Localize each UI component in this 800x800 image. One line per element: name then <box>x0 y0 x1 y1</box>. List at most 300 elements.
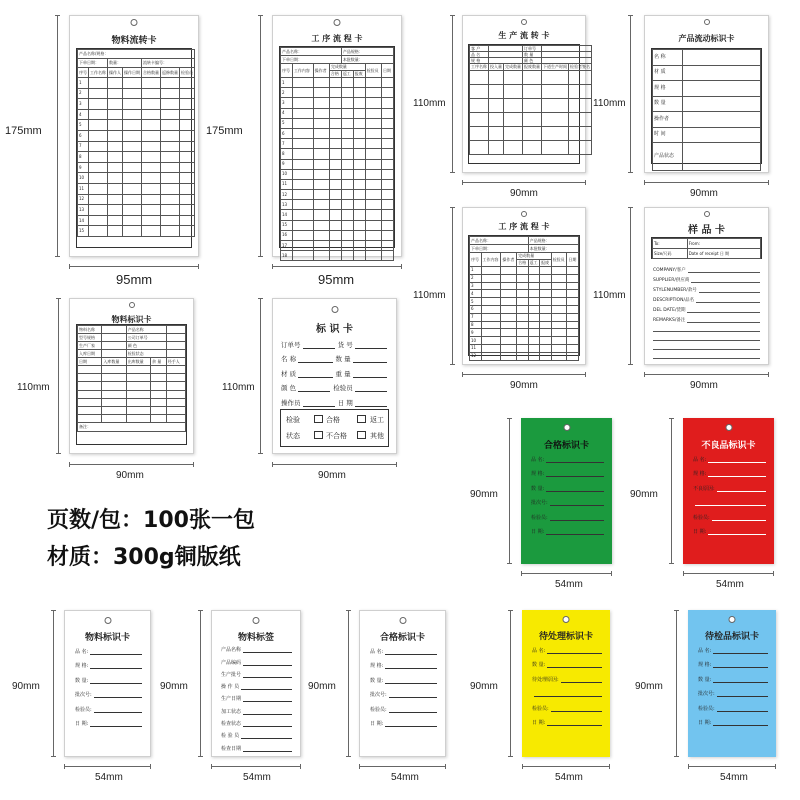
table-cell <box>313 118 329 128</box>
table-cell <box>341 230 353 240</box>
table-cell <box>567 305 579 313</box>
table-row <box>470 245 579 253</box>
table-cell <box>542 71 569 85</box>
table-row <box>281 220 394 230</box>
table-cell: 6 <box>78 130 89 141</box>
card-process-flow <box>272 15 402 257</box>
table-cell <box>78 366 102 374</box>
table-cell <box>123 152 142 163</box>
card-material-flow <box>69 15 199 257</box>
table-cell <box>504 113 523 127</box>
table-cell <box>161 99 180 110</box>
to-label: To: <box>653 239 688 249</box>
field-label: 日 期: <box>693 529 707 535</box>
table-cell <box>381 78 393 88</box>
card-pass-white <box>359 610 446 757</box>
hang-hole <box>704 19 710 25</box>
field-row <box>75 698 142 713</box>
field-row <box>370 698 437 713</box>
field-row <box>531 448 604 463</box>
height-dimension-line <box>671 418 676 564</box>
table-cell <box>89 183 108 194</box>
table-cell <box>180 109 195 120</box>
field-row <box>698 697 768 712</box>
table-cell: 完成数量 <box>517 253 552 260</box>
table-cell <box>329 190 341 200</box>
table-row <box>78 415 186 423</box>
table-cell <box>523 141 542 155</box>
ok-checkbox <box>314 415 323 423</box>
table-row <box>470 321 579 329</box>
table-cell <box>470 113 489 127</box>
table-cell <box>292 190 313 200</box>
field-line <box>241 730 292 739</box>
table-cell <box>292 149 313 159</box>
table-cell <box>341 98 353 108</box>
field-row <box>532 683 602 698</box>
width-dimension-line <box>462 182 586 187</box>
table-cell <box>481 344 501 352</box>
table-cell <box>517 290 529 298</box>
field-label: 颜 色 <box>281 384 297 392</box>
table-cell: 产品状态 <box>653 143 683 171</box>
table-row <box>281 210 394 220</box>
table-cell <box>381 230 393 240</box>
field-row <box>693 477 766 492</box>
width-label: 54mm <box>391 772 419 783</box>
height-label: 175mm <box>5 125 42 137</box>
table-cell <box>313 220 329 230</box>
card-sample <box>644 207 769 365</box>
width-label: 54mm <box>95 772 123 783</box>
table-cell <box>540 321 552 329</box>
field-label: 批次号: <box>698 691 715 697</box>
table-cell <box>329 139 341 149</box>
table-cell <box>365 179 381 189</box>
table-cell <box>542 99 569 113</box>
field-line <box>688 268 760 273</box>
height-label: 90mm <box>160 681 188 692</box>
table-cell: 产品规格： <box>528 237 578 245</box>
table-row <box>470 141 592 155</box>
table-cell: 数量： <box>108 59 142 68</box>
height-dimension-line <box>260 15 265 257</box>
table-cell <box>108 130 123 141</box>
table-cell <box>341 200 353 210</box>
table-cell <box>365 190 381 200</box>
label-row <box>281 378 390 393</box>
table-cell <box>142 130 161 141</box>
table-cell: 合格 <box>517 260 529 267</box>
table-cell <box>365 78 381 88</box>
table-cell <box>341 169 353 179</box>
field-label: 订单号 <box>281 340 301 349</box>
card-title: 样 品 卡 <box>688 225 725 236</box>
field-row <box>693 463 766 478</box>
table-cell <box>329 108 341 118</box>
table-cell: 下道生产时间 <box>543 64 567 69</box>
table-cell <box>542 141 569 155</box>
table-cell <box>180 194 195 205</box>
table-cell <box>123 120 142 131</box>
field-line <box>355 400 387 407</box>
table-cell <box>142 78 161 89</box>
table-cell <box>142 152 161 163</box>
field-row <box>75 669 142 684</box>
table-cell <box>481 321 501 329</box>
table-cell <box>142 162 161 173</box>
table-row <box>281 78 394 88</box>
table-cell <box>341 108 353 118</box>
field-line <box>298 371 332 378</box>
table-cell <box>126 415 150 423</box>
table-cell: 2 <box>78 88 89 99</box>
table-cell <box>313 190 329 200</box>
field-row <box>221 715 292 727</box>
field-label: 加工状态 <box>221 708 242 715</box>
sample-field <box>653 293 760 303</box>
field-label: 数 量: <box>532 662 546 668</box>
field-rows <box>531 448 604 535</box>
field-line <box>243 693 292 702</box>
field-label: STYLENUMBER/款号 <box>653 288 697 293</box>
field-line <box>90 675 142 684</box>
field-line <box>547 659 602 668</box>
table-cell <box>528 290 540 298</box>
table-cell <box>517 298 529 306</box>
card-material-id-tag <box>64 610 151 757</box>
table-cell: 报废 <box>353 71 365 78</box>
table-cell <box>569 71 592 85</box>
table-cell <box>108 88 123 99</box>
table-row <box>78 120 195 131</box>
field-line <box>243 644 292 653</box>
table-cell <box>166 342 185 350</box>
table-cell <box>161 152 180 163</box>
table-cell <box>381 241 393 251</box>
table-cell <box>313 88 329 98</box>
table-cell <box>353 108 365 118</box>
table-cell <box>567 267 579 275</box>
table-cell <box>481 352 501 360</box>
table-cell: 颜 色 <box>523 58 542 64</box>
table-cell: 3 <box>470 282 482 290</box>
table-cell <box>108 78 123 89</box>
table-cell <box>683 50 761 66</box>
blank-line <box>653 350 760 359</box>
field-row <box>75 640 142 655</box>
hang-hole <box>729 616 736 623</box>
table-cell: 16 <box>281 230 293 240</box>
table-cell <box>481 274 501 282</box>
table-row <box>281 200 394 210</box>
height-dimension-line <box>200 610 205 757</box>
field-label: 生产日期 <box>221 696 242 703</box>
table-cell <box>489 85 504 99</box>
table-cell: 产品名称： <box>281 48 342 56</box>
table-cell <box>102 366 126 374</box>
table-row <box>281 179 394 189</box>
table-cell <box>161 162 180 173</box>
table-cell <box>313 98 329 108</box>
table-cell <box>89 88 108 99</box>
table-cell <box>470 127 489 141</box>
hang-hole <box>331 306 338 313</box>
width-label: 54mm <box>555 579 583 590</box>
field-label: 材 质 <box>281 369 297 378</box>
table-cell <box>180 141 195 152</box>
field-line <box>385 660 437 669</box>
table-cell <box>381 98 393 108</box>
field-line <box>385 675 437 684</box>
table-row <box>470 267 579 275</box>
table-cell: 检验状态 <box>126 350 166 358</box>
table-cell <box>142 88 161 99</box>
table-cell <box>381 128 393 138</box>
table-cell <box>292 128 313 138</box>
table-row <box>653 112 761 128</box>
table-cell: 5 <box>78 120 89 131</box>
table-cell <box>470 141 489 155</box>
field-line <box>717 483 766 492</box>
table-cell <box>540 313 552 321</box>
height-dimension-line <box>452 207 457 365</box>
table-cell <box>102 398 126 406</box>
field-row <box>698 654 768 669</box>
table-cell <box>123 205 142 216</box>
table-cell: 1 <box>470 267 482 275</box>
table-cell <box>551 305 567 313</box>
table-cell: 规 格 <box>470 58 489 64</box>
table-cell <box>481 290 501 298</box>
table-cell: 投入量 <box>490 64 502 69</box>
card-title: 待检品标识卡 <box>704 632 759 642</box>
height-label: 110mm <box>17 382 50 393</box>
field-row <box>221 702 292 714</box>
table-row <box>653 143 761 171</box>
field-line <box>717 688 768 697</box>
card-material-label <box>211 610 301 757</box>
table-cell <box>353 179 365 189</box>
table-cell <box>313 230 329 240</box>
field-row <box>221 666 292 678</box>
table-cell: 3 <box>78 99 89 110</box>
field-label: 检验员: <box>532 705 549 712</box>
table-cell <box>166 406 185 414</box>
table-cell <box>166 390 185 398</box>
table-cell: 11 <box>470 344 482 352</box>
table-cell <box>123 78 142 89</box>
table-cell <box>540 329 552 337</box>
hang-hole <box>334 19 341 26</box>
rework-label: 返工 <box>370 416 384 424</box>
ok-label: 合格 <box>326 416 340 424</box>
table-row <box>78 99 195 110</box>
table-cell <box>329 230 341 240</box>
table-cell <box>292 210 313 220</box>
table-cell <box>78 415 102 423</box>
field-row <box>370 669 437 684</box>
table-row <box>78 382 186 390</box>
table-cell <box>481 282 501 290</box>
table-cell: 产品名称： <box>470 237 529 245</box>
table-cell <box>292 159 313 169</box>
table-cell: 2 <box>470 274 482 282</box>
table-cell <box>489 71 504 85</box>
card-title: 物料标识卡 <box>84 633 130 643</box>
sample-fields <box>653 263 760 359</box>
table-cell <box>108 162 123 173</box>
sample-field <box>653 303 760 313</box>
table-cell <box>381 139 393 149</box>
table-cell <box>313 78 329 88</box>
table-row <box>78 173 195 184</box>
table-cell <box>517 329 529 337</box>
table-cell <box>353 220 365 230</box>
table-cell <box>329 251 341 261</box>
table-cell <box>123 183 142 194</box>
field-label: 数 量: <box>370 677 384 684</box>
field-label: 数 量: <box>531 485 545 492</box>
table-row <box>470 237 579 245</box>
field-row <box>693 448 766 463</box>
hang-hole <box>131 19 138 26</box>
table-cell <box>365 159 381 169</box>
table-cell <box>540 267 552 275</box>
table-row <box>281 159 394 169</box>
table-cell <box>166 398 185 406</box>
table-row <box>78 358 186 366</box>
field-line <box>243 706 292 715</box>
field-line <box>546 454 604 463</box>
table-cell <box>180 152 195 163</box>
field-line <box>713 674 768 683</box>
table-row <box>78 398 186 406</box>
table-cell <box>180 183 195 194</box>
table-cell <box>329 88 341 98</box>
field-label: 品 名: <box>370 648 384 655</box>
table-cell <box>123 162 142 173</box>
table-row <box>281 64 394 71</box>
table-cell <box>102 326 126 334</box>
table-cell <box>353 118 365 128</box>
table-cell: 10 <box>78 173 89 184</box>
table-cell <box>78 374 102 382</box>
table-row <box>78 141 195 152</box>
field-label: 日 期: <box>531 529 545 535</box>
table-cell <box>89 162 108 173</box>
table-cell: 完成数量 <box>329 64 365 71</box>
hang-hole <box>704 211 710 217</box>
table-cell: 12 <box>470 352 482 360</box>
table-cell <box>313 210 329 220</box>
width-label: 95mm <box>116 272 153 287</box>
field-line <box>550 497 604 506</box>
field-label: 操作员 <box>281 398 301 407</box>
field-rows <box>221 641 292 752</box>
table-cell <box>329 200 341 210</box>
height-dimension-line <box>509 418 514 564</box>
table-cell <box>166 382 185 390</box>
field-label: 品 名: <box>531 456 545 463</box>
field-line <box>90 718 142 727</box>
table-row <box>281 88 394 98</box>
table-cell <box>123 99 142 110</box>
table-cell: 型号规格 <box>78 334 102 342</box>
width-dimension-line <box>359 766 446 771</box>
card-title: 标 识 卡 <box>316 324 353 335</box>
table-cell <box>528 298 540 306</box>
table-cell <box>166 374 185 382</box>
field-line <box>534 688 602 697</box>
table-row <box>281 149 394 159</box>
other-checkbox <box>357 431 366 439</box>
table-cell <box>180 88 195 99</box>
table-cell: 生产厂家 <box>78 342 102 350</box>
table-cell: 检验员 <box>180 68 195 78</box>
card-identification <box>272 298 397 454</box>
table-cell <box>528 274 540 282</box>
field-row <box>221 678 292 690</box>
table-cell <box>567 329 579 337</box>
table-row <box>78 194 195 205</box>
hang-hole <box>129 302 135 308</box>
width-label: 90mm <box>510 188 538 199</box>
field-line <box>90 660 142 669</box>
table-cell <box>123 141 142 152</box>
table-cell <box>292 220 313 230</box>
table-cell: 客 户 <box>470 46 489 52</box>
field-rows <box>693 448 766 535</box>
height-dimension-line <box>260 298 265 454</box>
table-row <box>281 108 394 118</box>
table-cell <box>329 149 341 159</box>
table-cell <box>313 179 329 189</box>
table-cell <box>353 230 365 240</box>
table-row <box>281 251 394 261</box>
table-cell <box>341 210 353 220</box>
table-cell <box>528 282 540 290</box>
table-cell <box>353 128 365 138</box>
table-cell <box>517 274 529 282</box>
table-cell <box>517 305 529 313</box>
table-cell: 11 <box>78 183 89 194</box>
table-cell: 物料名称 <box>78 326 102 334</box>
table-cell <box>353 88 365 98</box>
table-row <box>470 64 592 71</box>
height-dimension-line <box>58 298 63 454</box>
table-row <box>78 59 195 68</box>
table-cell: 检验员 <box>365 64 381 78</box>
label-rows <box>281 334 390 407</box>
field-row <box>532 654 602 669</box>
card-title: 合格标识卡 <box>379 633 425 643</box>
table-cell <box>313 128 329 138</box>
field-row <box>370 713 437 728</box>
table-cell: 本批数量： <box>341 56 393 64</box>
table-row <box>281 98 394 108</box>
table-cell <box>365 149 381 159</box>
table-cell <box>353 200 365 210</box>
table-cell: 17 <box>281 241 293 251</box>
table-cell <box>683 127 761 143</box>
table-row <box>653 65 761 81</box>
table-cell <box>501 352 517 360</box>
card-red-defect <box>683 418 774 564</box>
sample-field <box>653 263 760 273</box>
table-cell <box>329 98 341 108</box>
field-label: 批次号: <box>370 692 387 698</box>
